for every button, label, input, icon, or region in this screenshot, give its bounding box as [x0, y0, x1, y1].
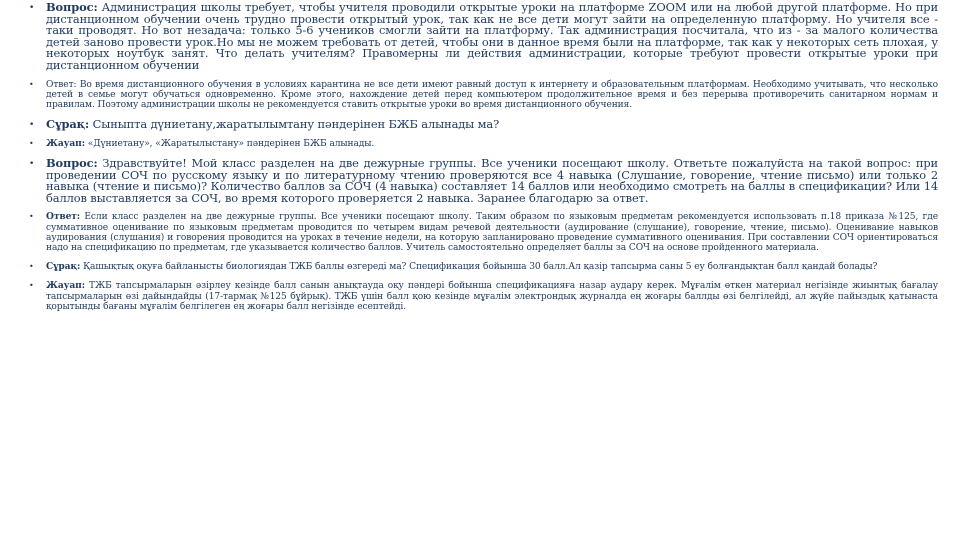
bullet-icon: •	[29, 3, 35, 13]
item-text: «Дүниетану», «Жаратылыстану» пәндерінен БЖБ алынады.	[84, 138, 375, 149]
item-text: Қашықтық оқуға байланысты биологиядан ТЖБ баллы өзгереді ма? Спецификация бойынша 30 балл.Ал қазір тапсырма саны 5 еу болғандықтан балл қандай болады?	[80, 262, 878, 273]
bullet-icon: •	[29, 79, 34, 89]
item-text: Здравствуйте! Мой класс разделен на две дежурные группы. Все ученики посещают школу. Ответьте пожалуйста на такой вопрос: при проведении СОЧ по русскому языку и по литературному чтению проверяются все 4 навыка (Слушание, говорение, чтение письмо) или только 2 навыка (чтение и письмо)? Количество баллов за СОЧ (4 навыка) составляет 14 баллов или необходимо смотреть на баллы в спецификации? Или 14 баллов выставляется за СОЧ, во время которого проверяется 2 навыка. Заранее благодарю за ответ.	[46, 155, 938, 205]
list-item	[26, 281, 938, 312]
item-text: Администрация школы требует, чтобы учителя проводили открытые уроки на платформе ZOOM или на любой другой платформе. Но при дистанционном обучении очень трудно провести открытый урок, так как не все дети могут зайти на определенную платформу. Но учителя все - таки проводят. Но вот незадача: только 5-6 учеников смогли зайти на платформу. Так администрация посчитала, что из - за малого количества детей заново провести урок.Но мы не можем требовать от детей, чтобы они в данное время были на платформе, так как у некоторых сеть плохая, у некоторых ноутбук занят. Что делать учителям? Правомерны ли действия администрации, которые требуют провести открытые уроки при дистанционном обучении	[46, 0, 938, 72]
item-label: Ответ:	[46, 211, 81, 223]
item-text: ТЖБ тапсырмаларын әзірлеу кезінде балл санын анықтауда оқу пәндері бойынша спецификацияға назар аудару керек. Мұғалім өткен материал негізінде жиынтық бағалау тапсырмаларын өзі дайындайды (17-тармақ №125 бұйрық). ТЖБ үшін балл қою кезінде мұғалім электрондық журналда ең жоғары баллды өзі белгілейді, ал жүйе пайыздық қатынаста қорытынды бағаны мұғалім белгілеген ең жоғары балл негізінде есептейді.	[46, 281, 938, 312]
item-label: Вопрос:	[46, 155, 98, 170]
item-label: Жауап:	[46, 137, 85, 149]
list-item	[26, 80, 938, 111]
qa-list	[26, 2, 938, 312]
bullet-icon: •	[29, 120, 35, 131]
list-item	[26, 119, 938, 131]
bullet-icon: •	[29, 281, 34, 291]
list-item	[26, 139, 938, 149]
item-label: Вопрос:	[46, 0, 98, 14]
item-text: Ответ: Во время дистанционного обучения в условиях карантина не все дети имеют равный доступ к интернету и образовательным платформам. Необходимо учитывать, что несколько детей в семье могут обучаться одновременно. Кроме этого, нахождение детей перед компьютером продолжительное время и без перерыва противоречить санитарном нормам и правилам. Поэтому администрации школы не рекомендуется ставить открытые уроки во время дистанционного обучения.	[46, 79, 938, 110]
list-item	[26, 212, 938, 253]
bullet-icon: •	[29, 138, 34, 148]
bullet-icon: •	[29, 262, 34, 272]
list-item	[26, 155, 938, 205]
item-label: Жауап:	[46, 280, 85, 292]
list-item	[26, 2, 938, 72]
item-label: Сұрақ:	[46, 261, 81, 273]
bullet-icon: •	[29, 212, 34, 222]
item-label: Сұрақ:	[46, 117, 90, 132]
item-text: Если класс разделен на две дежурные группы. Все ученики посещают школу. Таким образом по языковым предметам рекомендуется использовать п.18 приказа №125, где суммативное оценивание по языковым предметам проводится по четырем видам речевой деятельности (аудирование (слушание), говорение, чтение, письмо). Оценивание навыков аудирования (слушания) и говорения проводится на уроках в течение недели, на которую запланировано проведение суммативного оценивания. При составлении СОЧ ориентироваться надо на спецификацию по предметам, где указывается количество баллов. Учитель самостоятельно определяет баллы за СОЧ на основе пройденного материала.	[46, 212, 938, 253]
slide-content	[26, 2, 938, 321]
bullet-icon: •	[29, 158, 35, 169]
list-item	[26, 262, 938, 272]
item-text: Сыныпта дүниетану,жаратылымтану пәндерінен БЖБ алынады ма?	[89, 117, 500, 132]
